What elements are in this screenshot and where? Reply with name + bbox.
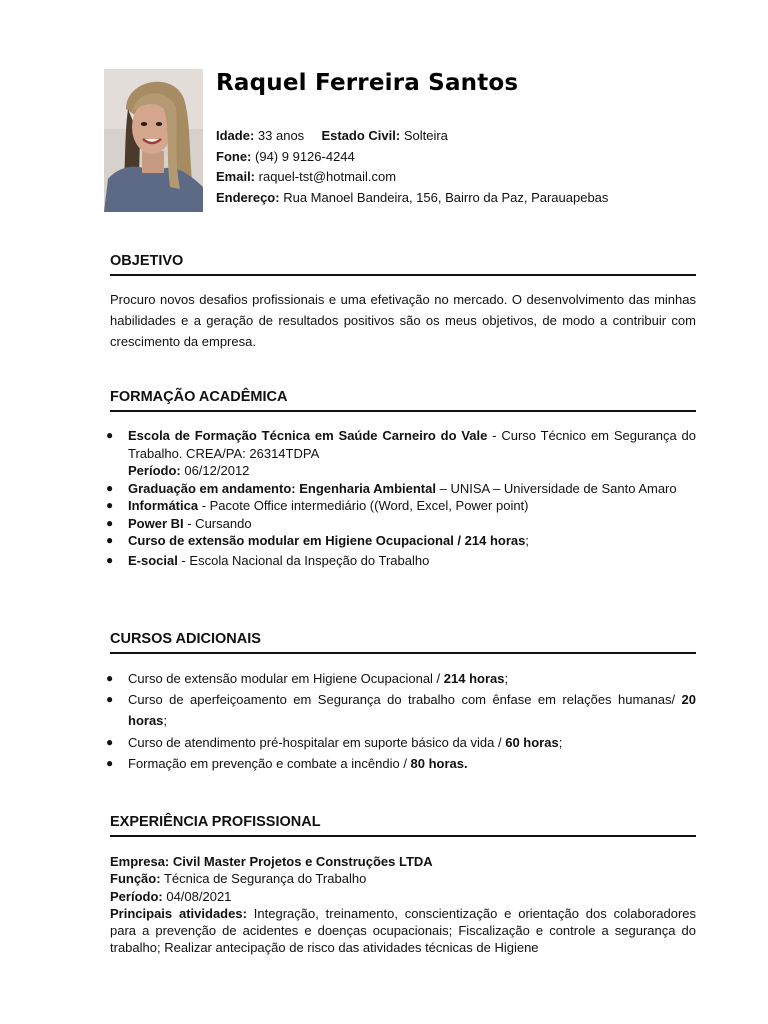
- item-text: ;: [525, 533, 529, 548]
- bullet-icon: ●: [106, 428, 114, 442]
- item-title: Graduação em andamento: Engenharia Ambiental: [128, 480, 436, 496]
- period-row: [110, 888, 696, 905]
- item-hours: 60 horas: [505, 734, 559, 750]
- bullet-icon: ●: [106, 480, 114, 495]
- period-label: Período:: [128, 463, 181, 478]
- bullet-icon: ●: [106, 671, 114, 685]
- item-title: Power BI: [128, 515, 184, 531]
- email-value: raquel-tst@hotmail.com: [258, 169, 397, 185]
- item-text: Curso de atendimento pré-hospitalar em suporte básico da vida /: [128, 734, 506, 750]
- phone-label: Fone:: [216, 148, 252, 164]
- role-row: [110, 870, 696, 887]
- bullet-icon: ●: [106, 498, 114, 512]
- role-value: Técnica de Segurança do Trabalho: [160, 871, 367, 887]
- list-item: [106, 480, 696, 498]
- item-text: - Cursando: [183, 515, 252, 531]
- personal-info: [216, 126, 608, 209]
- bullet-icon: ●: [106, 755, 114, 770]
- bullet-icon: ●: [106, 734, 114, 749]
- profile-photo-image: [104, 69, 203, 212]
- formacao-list: [106, 427, 696, 569]
- item-title: E-social: [128, 552, 178, 568]
- company-label: Empresa:: [110, 854, 170, 869]
- item-title: Escola de Formação Técnica em Saúde Carneiro do Vale: [128, 428, 488, 443]
- item-text: - Escola Nacional da Inspeção do Trabalho: [177, 552, 430, 568]
- item-text: - Curso Técnico em Segurança do Trabalho. CREA/PA: 26314TDPA: [128, 428, 696, 461]
- list-item: [106, 497, 696, 515]
- section-title-cursos: CURSOS ADICIONAIS: [110, 631, 696, 654]
- period-label: Período:: [110, 888, 163, 904]
- item-text: Curso de aperfeiçoamento em Segurança do trabalho com ênfase em relações humanas/: [128, 692, 682, 708]
- item-tail: ;: [558, 734, 563, 750]
- bullet-icon: ●: [106, 515, 114, 530]
- email-label: Email:: [216, 169, 256, 185]
- list-item: [106, 515, 696, 533]
- bullet-icon: ●: [106, 552, 114, 567]
- item-text: Formação em prevenção e combate a incêndio /: [128, 755, 411, 771]
- item-title: Curso de extensão modular em Higiene Ocupacional / 214 horas: [128, 533, 526, 548]
- activities-label: Principais atividades:: [110, 905, 247, 921]
- list-item: [106, 427, 696, 480]
- address-value: Rua Manoel Bandeira, 156, Bairro da Paz, Parauapebas: [283, 190, 609, 206]
- list-item: [106, 552, 696, 570]
- item-hours: 80 horas.: [410, 755, 468, 771]
- bullet-icon: ●: [106, 533, 114, 547]
- item-text: Curso de extensão modular em Higiene Ocupacional /: [128, 671, 444, 686]
- item-hours: 214 horas: [443, 671, 505, 686]
- age-value: 33 anos: [257, 128, 305, 143]
- address-label: Endereço:: [216, 190, 280, 206]
- role-label: Função:: [110, 871, 161, 887]
- item-text: – UNISA – Universidade de Santo Amaro: [435, 480, 677, 496]
- phone-value: (94) 9 9126-4244: [255, 148, 355, 164]
- item-text: - Pacote Office intermediário ((Word, Excel, Power point): [198, 498, 529, 513]
- civil-status-label: Estado Civil:: [321, 128, 401, 143]
- list-item: [106, 753, 696, 774]
- section-title-experiencia: EXPERIÊNCIA PROFISSIONAL: [110, 814, 696, 837]
- email-row: [216, 167, 608, 188]
- item-title: Informática: [128, 498, 199, 513]
- item-hours: 20 horas: [128, 692, 696, 729]
- activities-value: Integração, treinamento, conscientização e orientação dos colaboradores para a prevenção de acidentes e doenças ocupacionais; Fiscalização e controle a segurança do trabalho; Realizar antecipação de risco das atividades técnicas de Higiene: [110, 905, 697, 956]
- phone-row: [216, 147, 608, 168]
- age-label: Idade:: [216, 128, 255, 143]
- section-title-objetivo: OBJETIVO: [110, 253, 696, 276]
- age-civil-row: [216, 126, 608, 147]
- address-row: [216, 188, 608, 209]
- candidate-name: Raquel Ferreira Santos: [216, 70, 519, 96]
- bullet-icon: ●: [106, 692, 114, 707]
- profile-photo: [104, 69, 203, 212]
- experiencia-block: [110, 853, 696, 957]
- company-row: [110, 853, 696, 870]
- item-tail: ;: [504, 671, 509, 686]
- civil-status-value: Solteira: [403, 128, 448, 143]
- list-item: [106, 668, 696, 689]
- list-item: [106, 689, 696, 731]
- item-tail: ;: [163, 713, 168, 729]
- period-value: 06/12/2012: [180, 463, 250, 478]
- activities-row: [110, 905, 696, 957]
- company-value: Civil Master Projetos e Construções LTDA: [169, 854, 433, 869]
- list-item: [106, 532, 696, 550]
- cursos-list: [106, 668, 696, 774]
- period-value: 04/08/2021: [162, 888, 232, 904]
- objetivo-text: Procuro novos desafios profissionais e uma efetivação no mercado. O desenvolvimento das minhas habilidades e a geração de resultados positivos são os meus objetivos, de modo a contribuir com crescimento da empresa.: [110, 292, 696, 349]
- section-title-formacao: FORMAÇÃO ACADÊMICA: [110, 389, 696, 412]
- list-item: [106, 732, 696, 753]
